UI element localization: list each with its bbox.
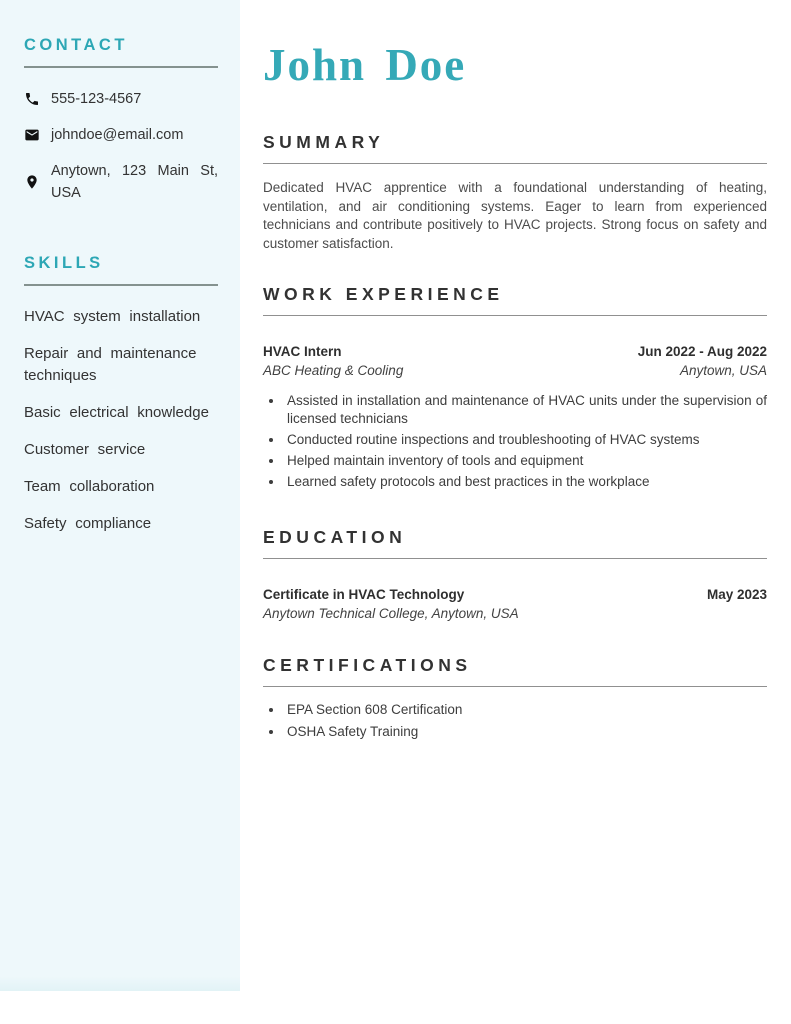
job-bullet: • Assisted in installation and maintenance of HVAC units under the supervision of licensed technicians [284,392,767,427]
contact-row-address [24,160,218,204]
job-location: Anytown, USA [679,363,767,378]
job-title: HVAC Intern [263,344,342,359]
job-bullet: • Conducted routine inspections and troubleshooting of HVAC systems [284,431,767,449]
certification-item: • OSHA Safety Training [284,723,767,741]
location-icon [24,174,40,190]
job-company: ABC Heating & Cooling [263,363,404,378]
certifications-section [263,655,767,740]
summary-text: Dedicated HVAC apprentice with a foundational understanding of heating, ventilation, and air conditioning systems. Eager to learn from experienced technicians and contribute positively to HVAC projects. Strong focus on safety and customer satisfaction. [263,180,767,251]
job-entry [263,343,767,490]
mailing-address: Anytown, 123 Main St, USA [51,163,218,201]
education-divider [263,558,767,559]
candidate-name [263,40,767,90]
phone-icon [24,91,40,107]
job-dates: Jun 2022 - Aug 2022 [637,344,767,359]
job-bullet: • Helped maintain inventory of tools and equipment [284,452,767,470]
education-heading: EDUCATION [263,527,407,547]
education-entry-header [263,586,767,604]
contact-section [24,36,218,204]
email-address: johndoe@email.com [51,127,184,143]
summary-section [263,132,767,253]
certification-item: • EPA Section 608 Certification [284,701,767,719]
certifications-divider [263,686,767,687]
contact-heading: CONTACT [24,36,128,54]
work-experience-divider [263,315,767,316]
skills-section [24,254,218,535]
education-entry-subheader [263,605,767,623]
skill-item: Safety compliance [24,515,152,532]
skill-item: Team collaboration [24,478,155,495]
last-name: Doe [385,40,467,90]
job-bullet-list [263,392,767,490]
graduation-date: May 2023 [706,587,767,602]
summary-divider [263,163,767,164]
school-name: Anytown Technical College, Anytown, USA [263,606,519,621]
phone-number: 555-123-4567 [51,91,142,107]
job-bullet: • Learned safety protocols and best practices in the workplace [284,473,767,491]
skill-item: HVAC system installation [24,308,201,325]
skills-divider [24,284,218,286]
contact-row-email [24,124,218,146]
main-content [240,0,791,1024]
sidebar [0,0,240,991]
certification-list [263,701,767,740]
skill-item: Customer service [24,441,146,458]
work-experience-heading: WORK EXPERIENCE [263,284,504,304]
work-experience-section [263,284,767,490]
certifications-heading: CERTIFICATIONS [263,655,472,675]
contact-row-phone [24,88,218,110]
first-name: John [263,40,367,90]
education-entry [263,586,767,623]
job-header [263,343,767,361]
skills-heading: SKILLS [24,254,104,272]
skill-item: Repair and maintenance techniques [24,345,197,384]
email-icon [24,127,40,143]
job-subheader [263,362,767,380]
summary-heading: SUMMARY [263,132,385,152]
skill-item: Basic electrical knowledge [24,404,209,421]
degree-title: Certificate in HVAC Technology [263,587,465,602]
contact-divider [24,66,218,68]
education-section [263,527,767,623]
